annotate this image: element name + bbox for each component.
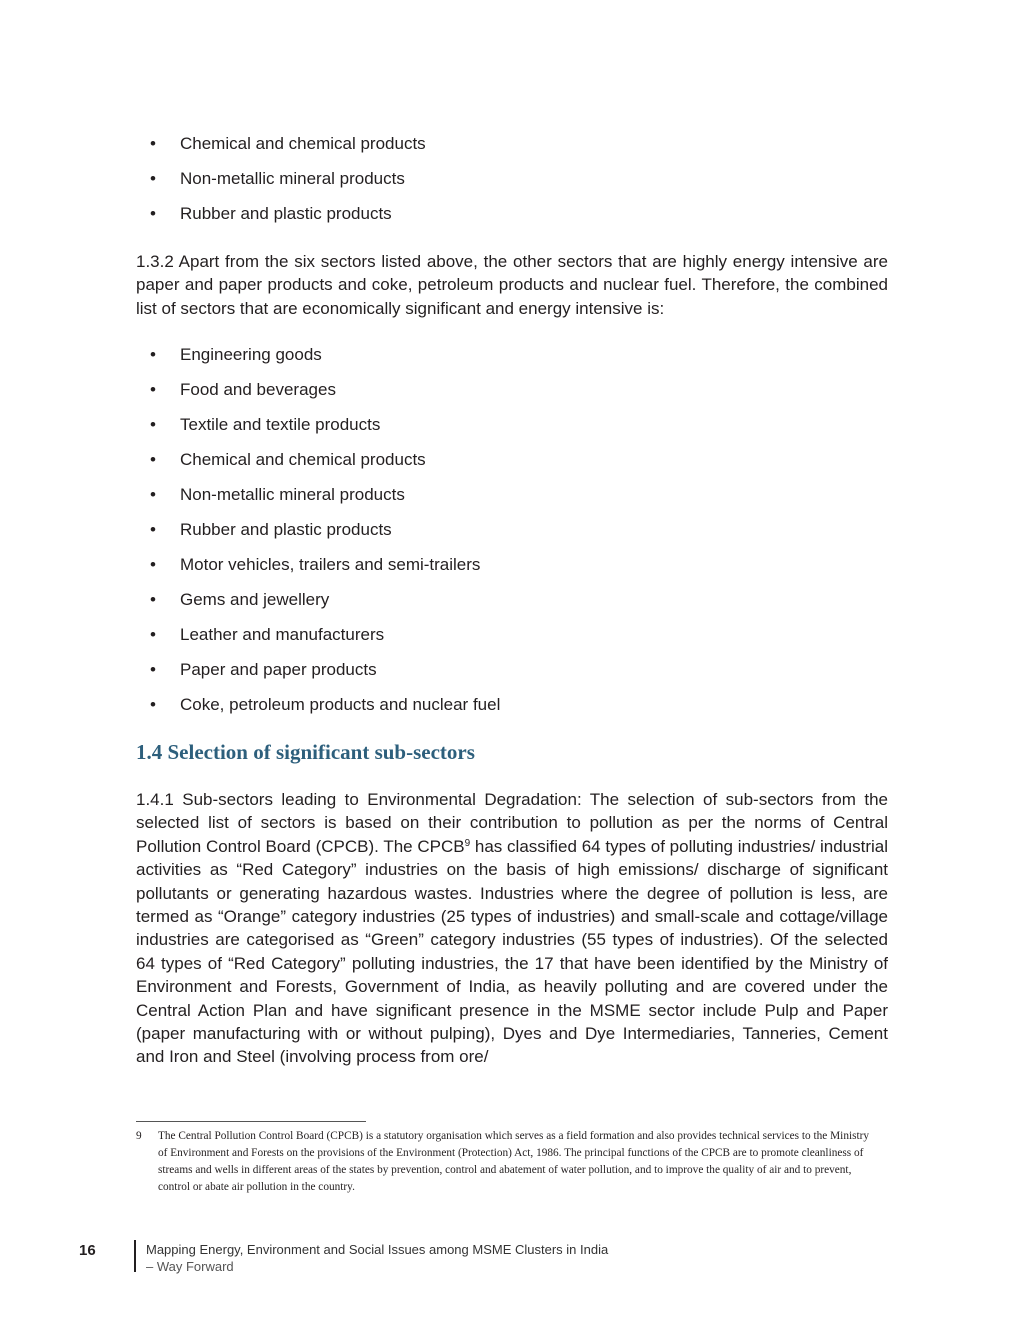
list-item [150, 379, 500, 414]
page-number: 16 [79, 1242, 96, 1259]
list-item [150, 519, 500, 554]
list-item-text: Engineering goods [180, 345, 322, 364]
bullet-icon: • [150, 415, 156, 434]
list-item-text: Gems and jewellery [180, 590, 330, 609]
list-item-text: Rubber and plastic products [180, 520, 392, 539]
bullet-icon: • [150, 204, 156, 223]
footer-divider [134, 1240, 136, 1272]
bullet-icon: • [150, 590, 156, 609]
list-item-text: Rubber and plastic products [180, 204, 392, 223]
bullet-icon: • [150, 485, 156, 504]
bullet-icon: • [150, 695, 156, 714]
list-item [150, 203, 426, 238]
list-item [150, 659, 500, 694]
footnote [136, 1128, 876, 1196]
bullet-icon: • [150, 169, 156, 188]
bullet-icon: • [150, 345, 156, 364]
bullet-icon: • [150, 450, 156, 469]
list-item [150, 554, 500, 589]
bullet-icon: • [150, 555, 156, 574]
footnote-divider [136, 1121, 366, 1122]
list-item-text: Non-metallic mineral products [180, 169, 405, 188]
bullet-icon: • [150, 134, 156, 153]
list-item-text: Motor vehicles, trailers and semi-trailers [180, 555, 481, 574]
list-item-text: Non-metallic mineral products [180, 485, 405, 504]
list-item [150, 168, 426, 203]
bullet-icon: • [150, 660, 156, 679]
list-item [150, 694, 500, 729]
footer-title: Mapping Energy, Environment and Social Issues among MSME Clusters in India [146, 1242, 609, 1257]
list-item [150, 449, 500, 484]
list-item [150, 133, 426, 168]
list-item [150, 484, 500, 519]
list-item-text: Paper and paper products [180, 660, 377, 679]
list-item [150, 589, 500, 624]
footer-subtitle: – Way Forward [146, 1259, 234, 1274]
paragraph-1-4-1 [136, 788, 888, 1069]
bullet-icon: • [150, 625, 156, 644]
list-item [150, 624, 500, 659]
paragraph-text-part: has classified 64 types of polluting industries/ industrial activities as “Red Category” industries on the basis of high emissions/ discharge of significant pollutants or generating hazardous wastes. Industries where the degree of pollution is less, are termed as “Orange” category industries (25 types of industries) and small-scale and cottage/village industries are categorised as “Green” category industries (55 types of industries). Of the selected 64 types of “Red Category” polluting industries, the 17 that have been identified by the Ministry of Environment and Forests, Government of India, as heavily polluting and are covered under the Central Action Plan and have significant presence in the MSME sector include Pulp and Paper (paper manufacturing with or without pulping), Dyes and Dye Intermediaries, Tanneries, Cement and Iron and Steel (involving process from ore/ [136, 836, 888, 1067]
list-item-text: Food and beverages [180, 380, 336, 399]
list-item-text: Chemical and chemical products [180, 450, 426, 469]
footnote-text: The Central Pollution Control Board (CPCB) is a statutory organisation which serves as a field formation and also provides technical services to the Ministry of Environment and Forests on the provisions of the Environment (Protection) Act, 1986. The principal functions of the CPCB are to promote cleanliness of streams and wells in different areas of the states by prevention, control and abatement of water pollution, and to improve the quality of air and to prevent, control or abate air pollution in the country. [158, 1130, 870, 1193]
list-item-text: Coke, petroleum products and nuclear fuel [180, 695, 501, 714]
footnote-reference[interactable]: 9 [464, 837, 471, 849]
sector-list-top [150, 133, 426, 238]
bullet-icon: • [150, 380, 156, 399]
list-item [150, 344, 500, 379]
list-item-text: Textile and textile products [180, 415, 381, 434]
list-item-text: Chemical and chemical products [180, 134, 426, 153]
combined-sector-list [150, 344, 500, 729]
paragraph-text-part: 1.4.1 Sub-sectors leading to Environmental Degradation: The selection of sub-sectors from the selected list of sectors is based on their contribution to pollution as per the norms of Central Pollution Control Board (CPCB). The CPCB [136, 790, 888, 856]
paragraph-1-3-2: 1.3.2 Apart from the six sectors listed above, the other sectors that are highly energy intensive are paper and paper products and coke, petroleum products and nuclear fuel. Therefore, the combined list of sectors that are economically significant and energy intensive is: [136, 252, 888, 318]
bullet-icon: • [150, 520, 156, 539]
footnote-number: 9 [136, 1130, 142, 1142]
list-item [150, 414, 500, 449]
list-item-text: Leather and manufacturers [180, 625, 385, 644]
section-heading: 1.4 Selection of significant sub-sectors [136, 740, 475, 764]
